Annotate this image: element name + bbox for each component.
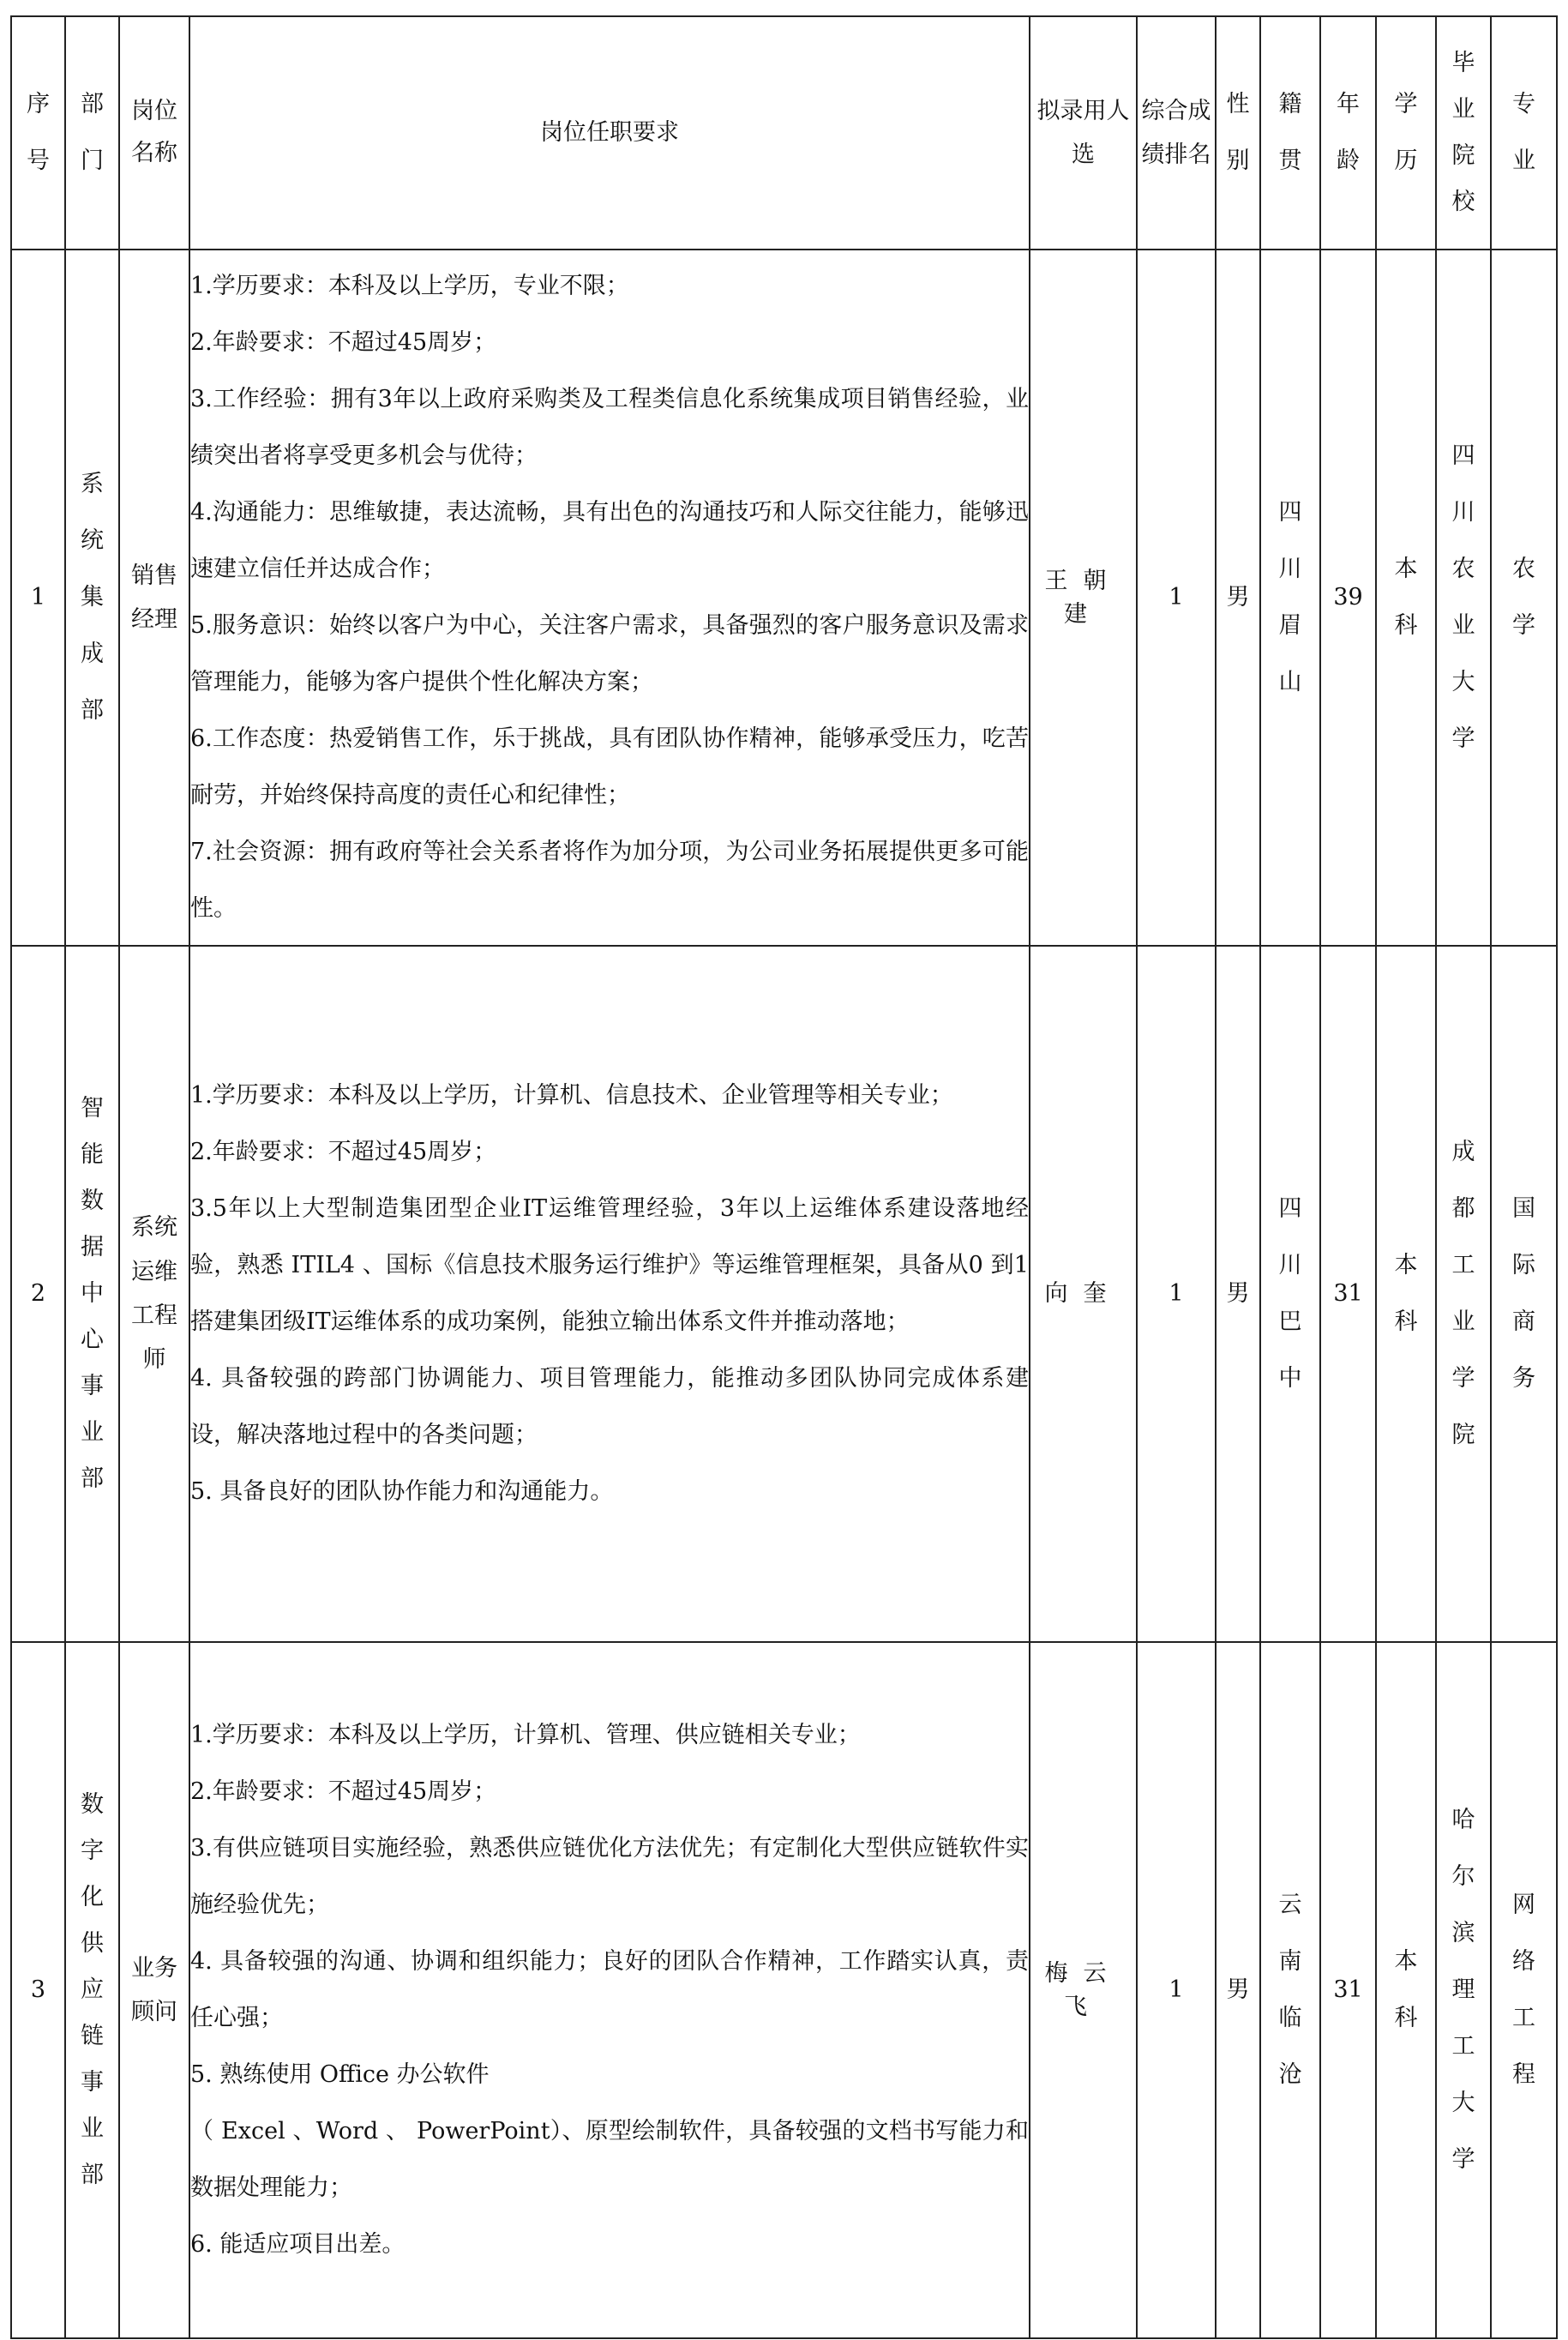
cell-requirements: [189, 250, 1030, 946]
cell-education: 本科: [1376, 946, 1436, 1642]
header-gender: 性别: [1216, 16, 1260, 250]
header-position: 岗位名称: [119, 16, 189, 250]
cell-age: 39: [1320, 250, 1376, 946]
header-education: 学历: [1376, 16, 1436, 250]
header-dept: 部门: [65, 16, 119, 250]
header-rank: 综合成绩排名: [1137, 16, 1216, 250]
requirement-item: 2.年龄要求：不超过45周岁；: [190, 329, 497, 356]
requirement-item: 4. 具备较强的沟通、协调和组织能力；良好的团队合作精神，工作踏实认真，责任心强；: [190, 1948, 1029, 2031]
table-row: [11, 250, 1557, 946]
requirement-item: （ Excel 、Word 、 PowerPoint）、原型绘制软件，具备较强的文档书写能力和数据处理能力；: [190, 2118, 1029, 2201]
requirement-item: 7.社会资源：拥有政府等社会关系者将作为加分项，为公司业务拓展提供更多可能性。: [190, 839, 1029, 922]
cell-rank: 1: [1137, 1642, 1216, 2338]
header-school: 毕业院校: [1436, 16, 1491, 250]
requirement-item: 2.年龄要求：不超过45周岁；: [190, 1139, 497, 1165]
requirement-item: 4. 具备较强的跨部门协调能力、项目管理能力，能推动多团队协同完成体系建设，解决落地过程中的各类问题；: [190, 1365, 1029, 1448]
cell-school: 四川农业大学: [1436, 250, 1491, 946]
requirement-item: 2.年龄要求：不超过45周岁；: [190, 1778, 497, 1805]
cell-dept: 系统集成部: [65, 250, 119, 946]
cell-seq: 1: [11, 250, 65, 946]
table-row: [11, 1642, 1557, 2338]
cell-major: 农学: [1491, 250, 1557, 946]
cell-education: 本科: [1376, 250, 1436, 946]
cell-rank: 1: [1137, 250, 1216, 946]
recruitment-table: [10, 15, 1558, 2339]
header-age: 年龄: [1320, 16, 1376, 250]
cell-requirements: [189, 1642, 1030, 2338]
cell-candidate: 王朝建: [1030, 250, 1137, 946]
header-requirements: 岗位任职要求: [189, 16, 1030, 250]
cell-gender: 男: [1216, 946, 1260, 1642]
cell-age: 31: [1320, 1642, 1376, 2338]
cell-major: 国际商务: [1491, 946, 1557, 1642]
cell-candidate: 梅云飞: [1030, 1642, 1137, 2338]
requirement-item: 6. 能适应项目出差。: [190, 2231, 406, 2258]
requirement-item: 3.工作经验：拥有3年以上政府采购类及工程类信息化系统集成项目销售经验，业绩突出者将享受更多机会与优待；: [190, 386, 1029, 469]
requirement-item: 6.工作态度：热爱销售工作，乐于挑战，具有团队协作精神，能够承受压力，吃苦耐劳，并始终保持高度的责任心和纪律性；: [190, 725, 1029, 809]
header-hometown: 籍贯: [1260, 16, 1320, 250]
cell-education: 本科: [1376, 1642, 1436, 2338]
cell-position: 系统运维工程师: [119, 946, 189, 1642]
requirement-item: 5.服务意识：始终以客户为中心，关注客户需求，具备强烈的客户服务意识及需求管理能力，能够为客户提供个性化解决方案；: [190, 612, 1029, 695]
requirement-item: 5. 具备良好的团队协作能力和沟通能力。: [190, 1478, 614, 1505]
cell-school: 哈尔滨理工大学: [1436, 1642, 1491, 2338]
header-candidate: 拟录用人选: [1030, 16, 1137, 250]
requirement-item: 1.学历要求：本科及以上学历，计算机、管理、供应链相关专业；: [190, 1722, 861, 1748]
header-seq: 序号: [11, 16, 65, 250]
cell-dept: 数字化供应链事业部: [65, 1642, 119, 2338]
requirement-item: 5. 熟练使用 Office 办公软件: [190, 2061, 490, 2088]
cell-seq: 3: [11, 1642, 65, 2338]
cell-school: 成都工业学院: [1436, 946, 1491, 1642]
cell-hometown: 四川眉山: [1260, 250, 1320, 946]
header-major: 专业: [1491, 16, 1557, 250]
cell-hometown: 云南临沧: [1260, 1642, 1320, 2338]
cell-major: 网络工程: [1491, 1642, 1557, 2338]
requirement-item: 4.沟通能力：思维敏捷，表达流畅，具有出色的沟通技巧和人际交往能力，能够迅速建立信任并达成合作；: [190, 499, 1029, 582]
requirement-item: 1.学历要求：本科及以上学历，计算机、信息技术、企业管理等相关专业；: [190, 1082, 953, 1109]
requirement-item: 1.学历要求：本科及以上学历，专业不限；: [190, 273, 629, 299]
cell-position: 销售经理: [119, 250, 189, 946]
cell-gender: 男: [1216, 1642, 1260, 2338]
header-row: [11, 16, 1557, 250]
table-row: [11, 946, 1557, 1642]
cell-age: 31: [1320, 946, 1376, 1642]
requirement-item: 3.5年以上大型制造集团型企业IT运维管理经验，3年以上运维体系建设落地经验，熟悉 ITIL4 、国标《信息技术服务运行维护》等运维管理框架，具备从0 到1搭建集团级IT运维体系的成功案例，能独立输出体系文件并推动落地；: [190, 1195, 1029, 1335]
cell-seq: 2: [11, 946, 65, 1642]
cell-position: 业务顾问: [119, 1642, 189, 2338]
cell-rank: 1: [1137, 946, 1216, 1642]
cell-hometown: 四川巴中: [1260, 946, 1320, 1642]
cell-candidate: 向奎: [1030, 946, 1137, 1642]
requirement-item: 3.有供应链项目实施经验，熟悉供应链优化方法优先；有定制化大型供应链软件实施经验优先；: [190, 1835, 1029, 1918]
cell-dept: 智能数据中心事业部: [65, 946, 119, 1642]
cell-requirements: [189, 946, 1030, 1642]
cell-gender: 男: [1216, 250, 1260, 946]
